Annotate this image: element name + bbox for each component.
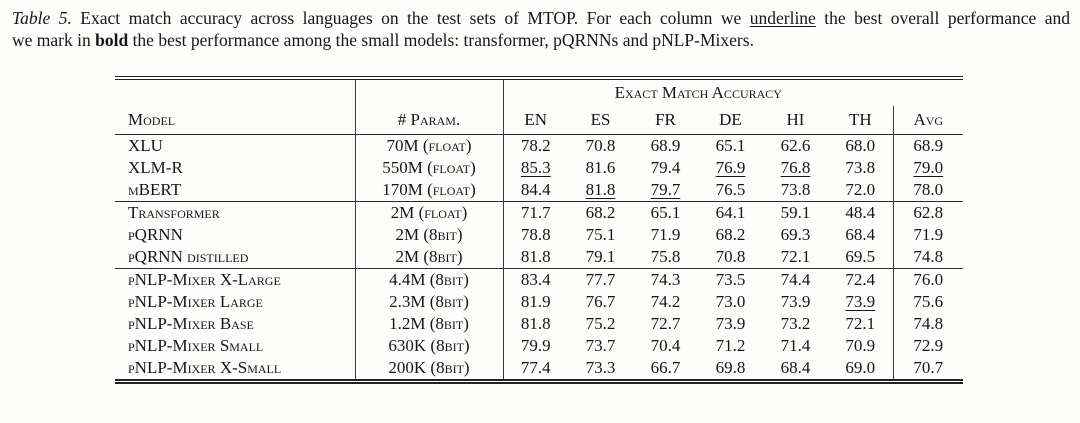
param-cell: 70M (float) — [355, 135, 503, 158]
score-cell: 72.7 — [650, 314, 681, 333]
avg-cell: 68.9 — [893, 135, 963, 158]
score-cell: 75.8 — [650, 247, 681, 266]
score-cell: 69.5 — [845, 247, 876, 266]
score-cell: 48.4 — [828, 202, 893, 225]
header-lang-fr: FR — [655, 110, 676, 129]
avg-cell: 76.0 — [893, 269, 963, 292]
avg-cell: 70.7 — [893, 357, 963, 382]
score-cell: 84.4 — [503, 179, 568, 202]
header-param: # Param. — [355, 106, 503, 135]
score-cell: 73.3 — [585, 358, 616, 377]
model-cell: Transformer — [115, 202, 355, 225]
caption-bold-word: bold — [95, 30, 129, 50]
caption-underline-word: underline — [749, 8, 816, 28]
score-cell: 79.1 — [585, 247, 616, 266]
header-exact-match-accuracy: Exact Match Accuracy — [503, 78, 893, 106]
model-cell: XLU — [115, 135, 355, 158]
score-cell: 72.4 — [828, 269, 893, 292]
param-cell: 200K (8bit) — [355, 357, 503, 382]
score-cell: 72.0 — [845, 180, 876, 199]
model-cell: pQRNN — [128, 225, 183, 244]
table-row — [115, 202, 963, 225]
score-cell: 65.1 — [633, 202, 698, 225]
table-row — [115, 335, 963, 357]
caption-table-label: Table 5. — [12, 8, 72, 28]
accuracy-table — [115, 76, 963, 384]
table-row — [115, 269, 963, 292]
table-caption — [12, 7, 1070, 51]
avg-cell: 71.9 — [893, 224, 963, 246]
score-cell: 73.5 — [698, 269, 763, 292]
table-row — [115, 246, 963, 269]
score-cell: 76.7 — [585, 292, 616, 311]
avg-cell: 74.8 — [893, 313, 963, 335]
score-cell: 78.8 — [503, 224, 568, 246]
score-cell: 81.8 — [503, 313, 568, 335]
param-cell: 2M (8bit) — [355, 224, 503, 246]
score-cell: 81.6 — [585, 158, 616, 177]
score-cell: 66.7 — [650, 358, 681, 377]
model-cell: pNLP-Mixer X-Large — [115, 269, 355, 292]
score-cell: 73.8 — [780, 180, 811, 199]
caption-line-1 — [12, 7, 1070, 29]
score-cell: 70.4 — [650, 336, 681, 355]
score-cell: 73.9 — [780, 292, 811, 311]
score-cell: 71.4 — [780, 336, 811, 355]
table-body — [115, 135, 963, 382]
score-cell: 68.9 — [633, 135, 698, 158]
model-cell: pNLP-Mixer X-Small — [128, 358, 282, 377]
score-cell: 81.8 — [585, 180, 616, 199]
table-row — [115, 224, 963, 246]
score-cell: 71.2 — [715, 336, 746, 355]
model-cell: XLM-R — [128, 158, 183, 177]
table-row — [115, 357, 963, 382]
header-lang-th: TH — [848, 110, 872, 129]
caption-text: Exact match accuracy across languages on the test sets of MTOP. For each column we — [71, 8, 750, 28]
score-cell: 79.9 — [503, 335, 568, 357]
score-cell: 73.8 — [845, 158, 876, 177]
score-cell: 62.6 — [763, 135, 828, 158]
score-cell: 64.1 — [698, 202, 763, 225]
caption-text: we mark in — [12, 30, 96, 50]
table-row — [115, 157, 963, 179]
score-cell: 59.1 — [763, 202, 828, 225]
param-cell: 630K (8bit) — [355, 335, 503, 357]
header-model: Model — [128, 110, 176, 129]
param-cell: 2M (float) — [355, 202, 503, 225]
table-row — [115, 135, 963, 158]
caption-line-2 — [12, 29, 1070, 51]
header-spacer — [115, 78, 355, 106]
table-row — [115, 313, 963, 335]
score-cell: 76.9 — [715, 158, 746, 177]
score-cell: 72.1 — [780, 247, 811, 266]
model-cell: pNLP-Mixer Large — [128, 292, 263, 311]
param-cell: 2.3M (8bit) — [355, 291, 503, 313]
score-cell: 83.4 — [503, 269, 568, 292]
header-avg: Avg — [893, 106, 963, 135]
score-cell: 85.3 — [503, 157, 568, 179]
header-span-row — [115, 78, 963, 106]
header-spacer — [893, 78, 963, 106]
header-spacer — [355, 78, 503, 106]
score-cell: 69.0 — [845, 358, 876, 377]
param-cell: 170M (float) — [355, 179, 503, 202]
score-cell: 79.4 — [650, 158, 681, 177]
score-cell: 73.0 — [715, 292, 746, 311]
model-cell: pNLP-Mixer Base — [128, 314, 254, 333]
score-cell: 76.5 — [715, 180, 746, 199]
score-cell: 81.8 — [503, 246, 568, 269]
header-lang-de: DE — [719, 110, 742, 129]
header-lang-es: ES — [590, 110, 611, 129]
score-cell: 65.1 — [698, 135, 763, 158]
avg-cell: 79.0 — [893, 157, 963, 179]
param-cell: 4.4M (8bit) — [355, 269, 503, 292]
param-cell: 2M (8bit) — [355, 246, 503, 269]
header-lang-en: EN — [503, 106, 568, 135]
score-cell: 68.4 — [845, 225, 876, 244]
score-cell: 69.3 — [780, 225, 811, 244]
score-cell: 77.7 — [568, 269, 633, 292]
avg-cell: 74.8 — [893, 246, 963, 269]
score-cell: 69.8 — [715, 358, 746, 377]
score-cell: 68.2 — [715, 225, 746, 244]
score-cell: 74.4 — [763, 269, 828, 292]
header-lang-hi: HI — [786, 110, 805, 129]
table-row — [115, 291, 963, 313]
model-cell: mBERT — [128, 180, 182, 199]
score-cell: 77.4 — [503, 357, 568, 382]
score-cell: 68.4 — [780, 358, 811, 377]
avg-cell: 75.6 — [893, 291, 963, 313]
score-cell: 68.2 — [568, 202, 633, 225]
score-cell: 70.9 — [845, 336, 876, 355]
score-cell: 76.8 — [780, 158, 811, 177]
score-cell: 75.2 — [585, 314, 616, 333]
model-cell: pNLP-Mixer Small — [128, 336, 264, 355]
score-cell: 75.1 — [585, 225, 616, 244]
caption-text: the best overall performance and — [815, 8, 1070, 28]
score-cell: 79.7 — [650, 180, 681, 199]
score-cell: 81.9 — [503, 291, 568, 313]
score-cell: 71.9 — [650, 225, 681, 244]
score-cell: 70.8 — [715, 247, 746, 266]
score-cell: 78.2 — [503, 135, 568, 158]
model-cell: pQRNN distilled — [128, 247, 249, 266]
param-cell: 550M (float) — [355, 157, 503, 179]
score-cell: 71.7 — [503, 202, 568, 225]
score-cell: 73.2 — [780, 314, 811, 333]
header-row — [115, 106, 963, 135]
score-cell: 72.1 — [845, 314, 876, 333]
score-cell: 74.3 — [633, 269, 698, 292]
score-cell: 73.9 — [845, 292, 876, 311]
score-cell: 73.7 — [585, 336, 616, 355]
caption-text: the best performance among the small models: transformer, pQRNNs and pNLP-Mixers. — [128, 30, 754, 50]
param-cell: 1.2M (8bit) — [355, 313, 503, 335]
table-row — [115, 179, 963, 202]
avg-cell: 62.8 — [893, 202, 963, 225]
score-cell: 73.9 — [715, 314, 746, 333]
avg-cell: 78.0 — [893, 179, 963, 202]
score-cell: 74.2 — [650, 292, 681, 311]
score-cell: 68.0 — [828, 135, 893, 158]
score-cell: 70.8 — [568, 135, 633, 158]
avg-cell: 72.9 — [893, 335, 963, 357]
